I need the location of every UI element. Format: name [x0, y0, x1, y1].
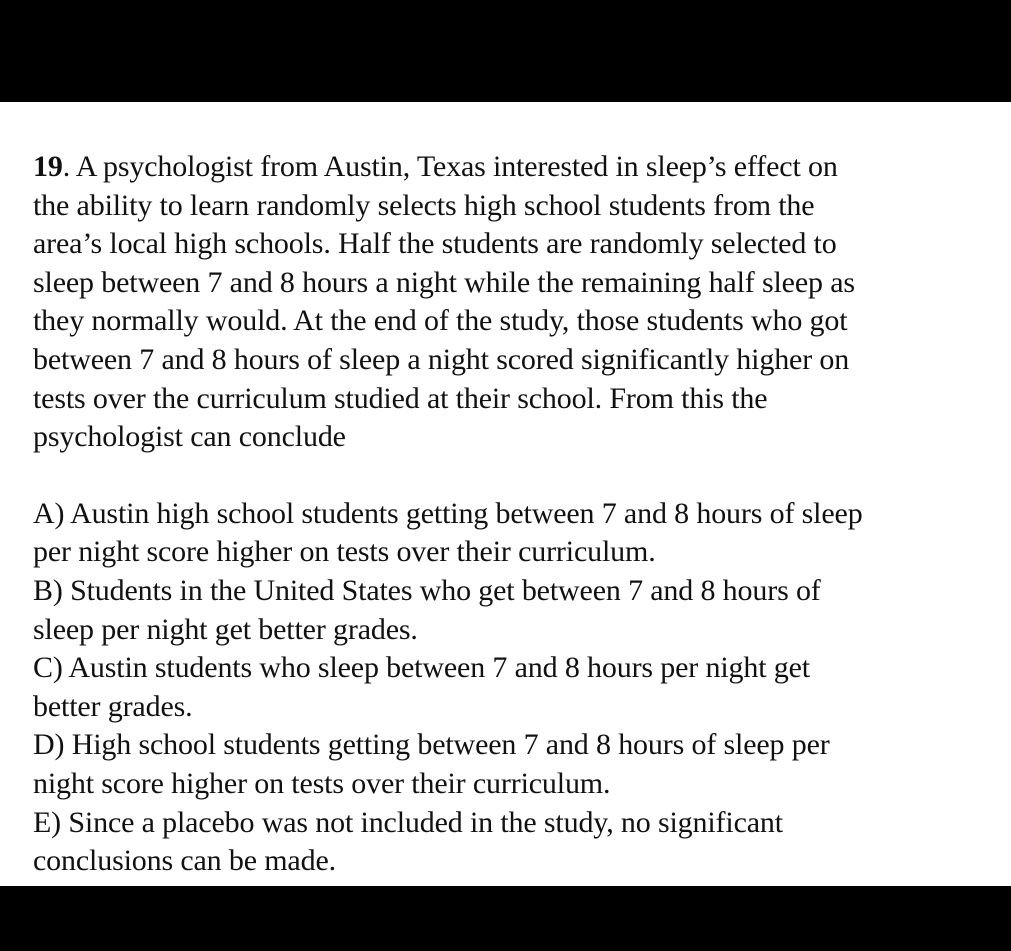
option-e-text-line-1: Since a placebo was not included in the study, no significant: [68, 805, 783, 839]
option-a-letter: A): [33, 496, 65, 530]
option-b-text-line-1: Students in the United States who get between 7 and 8 hours of: [70, 573, 821, 607]
option-b-letter: B): [33, 573, 63, 607]
option-b: [33, 572, 983, 649]
option-a: [33, 495, 983, 572]
top-black-bar: [0, 0, 1011, 102]
question-number: 19: [33, 150, 63, 183]
question-content: [33, 148, 983, 881]
question-line-2: the ability to learn randomly selects high school students from the: [33, 188, 815, 222]
option-e: [33, 804, 983, 881]
option-c: [33, 649, 983, 726]
option-d-letter: D): [33, 728, 65, 762]
option-c-text-line-2: better grades.: [33, 689, 193, 723]
question-line-8: psychologist can conclude: [33, 420, 346, 454]
question-stem: [33, 148, 983, 457]
question-line-6: between 7 and 8 hours of sleep a night scored significantly higher on: [33, 342, 850, 376]
option-d-text-line-2: night score higher on tests over their curriculum.: [33, 766, 611, 800]
option-e-letter: E): [33, 805, 62, 839]
option-a-text-line-2: per night score higher on tests over their curriculum.: [33, 535, 656, 569]
option-d-text-line-1: High school students getting between 7 and 8 hours of sleep per: [71, 728, 830, 762]
option-b-text-line-2: sleep per night get better grades.: [33, 612, 418, 646]
document-page: [0, 102, 1011, 886]
question-line-4: sleep between 7 and 8 hours a night while the remaining half sleep as: [33, 265, 855, 299]
option-c-letter: C): [33, 651, 63, 685]
option-e-text-line-2: conclusions can be made.: [33, 844, 336, 878]
question-line-3: area’s local high schools. Half the students are randomly selected to: [33, 227, 837, 261]
bottom-black-bar: [0, 886, 1011, 951]
question-line-5: they normally would. At the end of the study, those students who got: [33, 304, 848, 338]
question-line-1: 19. A psychologist from Austin, Texas interested in sleep’s effect on: [33, 150, 838, 183]
question-line-7: tests over the curriculum studied at their school. From this the: [33, 381, 768, 415]
option-c-text-line-1: Austin students who sleep between 7 and 8 hours per night get: [68, 651, 810, 685]
option-a-text-line-1: Austin high school students getting between 7 and 8 hours of sleep: [70, 496, 863, 530]
option-d: [33, 726, 983, 803]
answer-options: [33, 495, 983, 881]
